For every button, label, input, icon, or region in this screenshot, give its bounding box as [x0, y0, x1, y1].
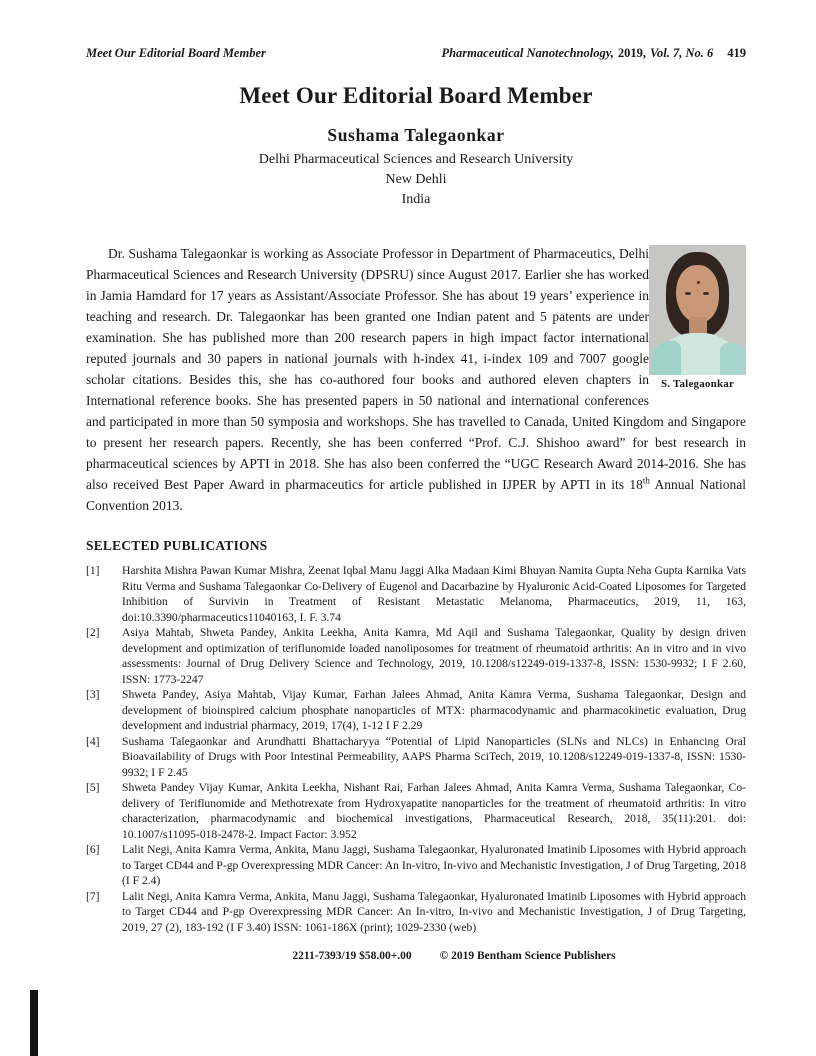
reference-text: Sushama Talegaonkar and Arundhatti Bhattacharyya “Potential of Lipid Nanoparticles (SLNs and NLCs) in Enhancing Oral Bioavailability of Drugs with Poor Intestinal Permeability, AAPS Pharma SciTech, 2019, 10.1208/s12249-019-1337-8, ISSN: 1530-9932; I F 2.45 — [122, 734, 746, 779]
reference-item-5 — [86, 780, 746, 842]
scan-artifact-bar — [30, 990, 38, 1056]
reference-text: Shweta Pandey Vijay Kumar, Ankita Leekha, Nishant Rai, Farhan Jalees Ahmad, Anita Kamra Verma, Sushama Talegaonkar, Co-delivery of Teriflunomide and Methotrexate from Hydroxyapatite nanoparticles for the treatment of rheumatoid arthritis: In vitro characterization, pharmacodynamic and biochemical investigations, Pharmaceutical Research, 2018, 35(11):201. doi: 10.1007/s11095-018-2478-2. Impact Factor: 3.952 — [122, 781, 746, 841]
reference-number: [7] — [86, 889, 100, 903]
portrait-eye-left — [685, 292, 691, 295]
journal-name: Pharmaceutical Nanotechnology, — [441, 46, 614, 60]
bio-text-1: Dr. Sushama Talegaonkar is working as Associate Professor in Department of Pharmaceutics, Delhi Pharmaceutical Sciences and Research University (DPSRU) since August 2017. Earlier she has worked in Jamia Hamdard for 17 years as Assistant/Associate Professor. She has about 19 years’ experience in teaching and research. Dr. Talegaonkar has been granted one Indian patent and 5 patents are under examination. She has published more than 200 research papers in high impact factor international reputed journals and 30 papers in national journals with h-index 41, i-index 109 and 7007 google scholar citations. Besides this, she has co-authored four books and authored eleven chapters in International reference books. She has presented papers in 50 national and international conferences and participated in more than 50 symposia and workshops. She has travelled to Canada, United Kingdom and Singapore to present her research papers. Recently, she has been conferred “Prof. C.J. Shishoo award” for best research in pharmaceutical sciences by APTI in 2018. She has also been conferred the “UGC Research Award 2014-2016. She has also received Best Paper Award in pharmaceutics for article published in IJPER by APTI in its 18 — [86, 246, 746, 492]
reference-number: [6] — [86, 843, 100, 856]
footer-copyright: © 2019 Bentham Science Publishers — [439, 950, 616, 962]
reference-item-3 — [86, 687, 746, 734]
page-footer — [124, 950, 784, 962]
running-head — [86, 0, 746, 61]
reference-text: Harshita Mishra Pawan Kumar Mishra, Zeenat Iqbal Manu Jaggi Alka Madaan Kimi Bhuyan Namita Gupta Neha Gupta Karnika Vats Ritu Verma and Sushama Talegaonkar Co-Delivery of Eugenol and Dacarbazine by Hyaluronic Acid-Coated Liposomes for Targeted Inhibition of Survivin in Treatment of Resistant Metastatic Melanoma, Pharmaceutics, 2019, 11, 163, doi:10.3390/pharmaceutics11040163, I. F. 3.74 — [122, 564, 746, 624]
journal-year: 2019, — [617, 46, 647, 60]
reference-text: Lalit Negi, Anita Kamra Verma, Ankita, Manu Jaggi, Sushama Talegaonkar, Hyaluronated Imatinib Liposomes with Hybrid approach to Target CD44 and P-gp Overexpressing MDR Cancer: An In-vitro, In-vivo and Mechanistic Investigation, J of Drug Targeting, 2018 (I F 2.4) — [122, 843, 746, 887]
member-photo-figure — [649, 245, 746, 390]
running-head-left: Meet Our Editorial Board Member — [86, 46, 266, 60]
running-head-right — [441, 46, 746, 61]
reference-text: Shweta Pandey, Asiya Mahtab, Vijay Kumar, Farhan Jalees Ahmad, Anita Kamra Verma, Sushama Talegaonkar, Design and development of bioinspired calcium phosphate nanoparticles of MTX: pharmacodynamic and pharmacokinetic evaluation, Drug development and industrial pharmacy, 2019, 17(4), 1-12 I F 2.29 — [122, 688, 746, 732]
photo-caption: S. Talegaonkar — [660, 378, 735, 390]
reference-item-1 — [86, 563, 746, 625]
reference-text: Asiya Mahtab, Shweta Pandey, Ankita Leekha, Anita Kamra, Md Aqil and Sushama Talegaonkar, Quality by design driven development and optimization of teriflunomide loaded nanoliposomes for treatment of rheumatoid arthritis: An in vitro and in vivo assessments: Journal of Drug Delivery Science and Technology, 2019, 10.1208/s12249-019-1337-8, ISSN: 1530-9932; I F 2.60, ISSN: 1773-2247 — [122, 626, 746, 686]
affiliation-university: Delhi Pharmaceutical Sciences and Research University — [258, 152, 574, 167]
reference-number: [2] — [86, 626, 100, 639]
page-title: Meet Our Editorial Board Member — [239, 83, 593, 108]
bio-paragraph — [86, 243, 746, 516]
publications-heading: SELECTED PUBLICATIONS — [86, 538, 268, 553]
reference-number: [3] — [86, 688, 100, 701]
reference-item-2 — [86, 625, 746, 687]
biography-section — [86, 243, 746, 516]
journal-volume: Vol. 7, No. 6 — [650, 46, 714, 60]
reference-number: [1] — [86, 564, 100, 577]
footer-issn-price: 2211-7393/19 $58.00+.00 — [292, 950, 412, 962]
portrait-eye-right — [703, 292, 709, 295]
portrait-face — [676, 265, 719, 323]
publications-list — [86, 563, 746, 935]
page-number: 419 — [727, 46, 746, 60]
portrait-photo — [649, 245, 746, 375]
reference-text: Lalit Negi, Anita Kamra Verma, Ankita, Manu Jaggi, Sushama Talegaonkar, Hyaluronated Imatinib Liposomes with Hybrid approach to Target CD44 and P-gp Overexpressing MDR Cancer: An In-vitro, In-vivo and Mechanistic Investigation, J of Drug Targeting, 2019, 27 (2), 183-192 (I F 3.40) ISSN: 1061-186X (print); 1029-2330 (web) — [122, 889, 746, 934]
bio-text-2: Annual National Convention 2013. — [86, 477, 746, 513]
reference-number: [4] — [86, 734, 100, 748]
portrait-bindi — [697, 281, 700, 284]
affiliation-country: India — [401, 192, 431, 207]
reference-item-4 — [86, 734, 746, 781]
portrait-clothing-left — [651, 341, 681, 375]
portrait-clothing-right — [720, 343, 746, 375]
reference-number: [5] — [86, 781, 100, 794]
reference-item-6 — [86, 842, 746, 889]
affiliation-city: New Dehli — [385, 172, 447, 187]
reference-item-7 — [86, 889, 746, 936]
bio-superscript: th — [642, 475, 650, 486]
member-name: Sushama Talegaonkar — [327, 125, 505, 145]
